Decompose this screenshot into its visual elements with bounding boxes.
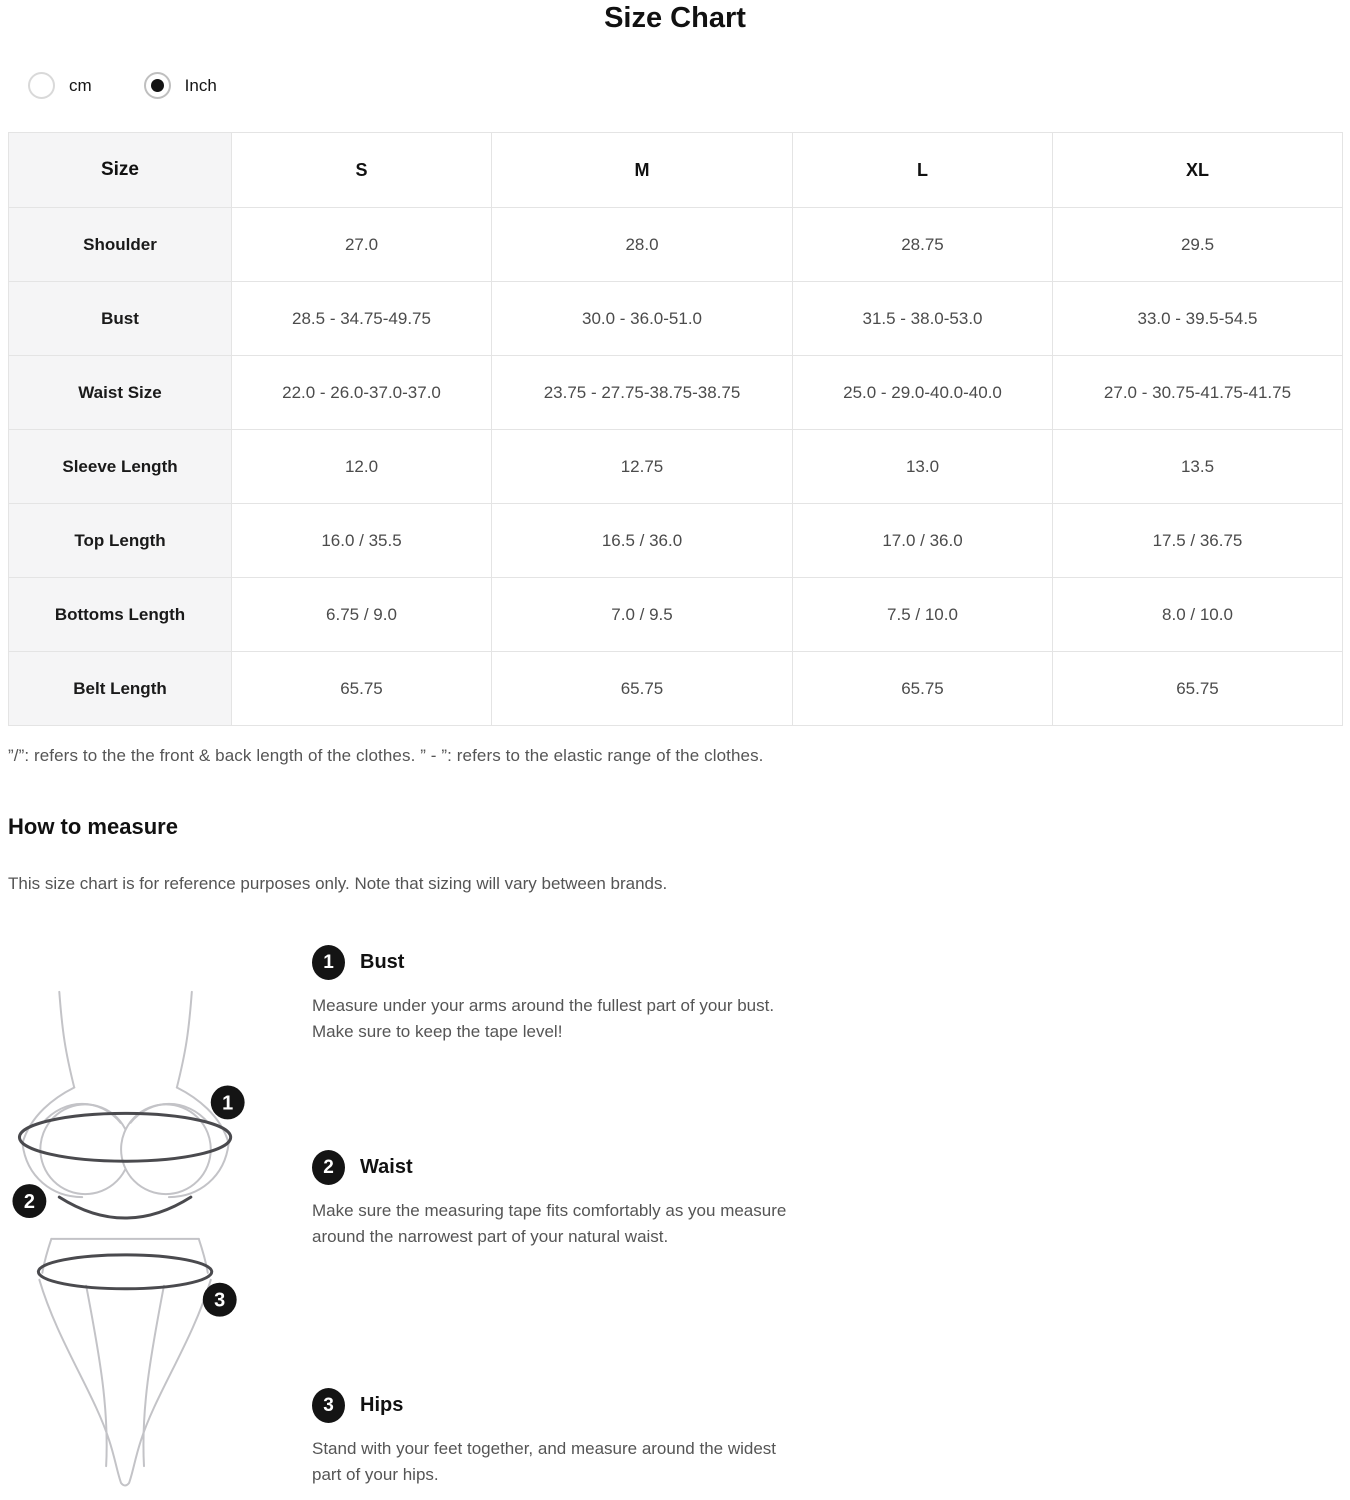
size-cell: 27.0 - 30.75-41.75-41.75: [1053, 356, 1343, 430]
size-table: [8, 132, 1343, 726]
measure-step-hips: [312, 1388, 812, 1489]
size-cell: 16.5 / 36.0: [492, 504, 793, 578]
waist-measuring-tape: [59, 1197, 191, 1218]
table-row-belt-length: [9, 652, 1343, 726]
step-header: [312, 1150, 812, 1185]
radio-inch-label: Inch: [184, 75, 217, 95]
size-cell: 12.75: [492, 430, 793, 504]
table-row-bottoms-length: [9, 578, 1343, 652]
size-cell: 30.0 - 36.0-51.0: [492, 282, 793, 356]
row-label: Bust: [9, 282, 232, 356]
radio-cm[interactable]: [28, 72, 92, 99]
size-cell: 65.75: [793, 652, 1053, 726]
size-cell: 28.0: [492, 208, 793, 282]
size-cell: 65.75: [492, 652, 793, 726]
column-header-m: M: [492, 133, 793, 208]
step-number-badge: 2: [312, 1150, 345, 1185]
step-title: Waist: [360, 1156, 413, 1178]
step-title: Bust: [360, 951, 405, 973]
size-table-container: [8, 132, 1342, 726]
column-header-xl: XL: [1053, 133, 1343, 208]
size-cell: 17.5 / 36.75: [1053, 504, 1343, 578]
hips-marker-number: 3: [214, 1289, 226, 1312]
step-number-badge: 3: [312, 1388, 345, 1423]
step-title: Hips: [360, 1394, 404, 1416]
row-label: Top Length: [9, 504, 232, 578]
table-row-sleeve-length: [9, 430, 1343, 504]
size-cell: 12.0: [232, 430, 492, 504]
size-cell: 23.75 - 27.75-38.75-38.75: [492, 356, 793, 430]
hips-measuring-tape: [38, 1255, 211, 1289]
size-cell: 13.0: [793, 430, 1053, 504]
step-header: [312, 1388, 812, 1423]
size-cell: 7.0 / 9.5: [492, 578, 793, 652]
size-cell: 33.0 - 39.5-54.5: [1053, 282, 1343, 356]
radio-cm-icon[interactable]: [28, 72, 55, 99]
bikini-bottom-outline: [39, 1239, 210, 1486]
radio-inch[interactable]: [144, 72, 217, 99]
row-label: Sleeve Length: [9, 430, 232, 504]
size-cell: 13.5: [1053, 430, 1343, 504]
size-cell: 28.5 - 34.75-49.75: [232, 282, 492, 356]
table-row-bust: [9, 282, 1343, 356]
size-cell: 65.75: [232, 652, 492, 726]
size-cell: 31.5 - 38.0-53.0: [793, 282, 1053, 356]
measure-step-bust: [312, 945, 812, 1046]
step-description: Make sure the measuring tape fits comfortably as you measure around the narrowest part of your natural waist.: [312, 1201, 787, 1247]
size-cell: 17.0 / 36.0: [793, 504, 1053, 578]
how-to-measure-intro: This size chart is for reference purposes only. Note that sizing will vary between brands.: [8, 874, 668, 893]
size-cell: 22.0 - 26.0-37.0-37.0: [232, 356, 492, 430]
row-label: Belt Length: [9, 652, 232, 726]
size-cell: 29.5: [1053, 208, 1343, 282]
column-header-l: L: [793, 133, 1053, 208]
body-measurement-illustration: [2, 940, 282, 1498]
column-header-s: S: [232, 133, 492, 208]
size-cell: 8.0 / 10.0: [1053, 578, 1343, 652]
waist-marker-number: 2: [23, 1191, 35, 1214]
step-description: Measure under your arms around the fullest part of your bust. Make sure to keep the tape level!: [312, 996, 775, 1042]
size-table-header-row: [9, 133, 1343, 208]
size-cell: 16.0 / 35.5: [232, 504, 492, 578]
table-row-shoulder: [9, 208, 1343, 282]
radio-cm-label: cm: [69, 75, 92, 95]
row-label: Shoulder: [9, 208, 232, 282]
step-header: [312, 945, 812, 980]
table-row-waist-size: [9, 356, 1343, 430]
measure-step-waist: [312, 1150, 812, 1251]
step-description: Stand with your feet together, and measure around the widest part of your hips.: [312, 1439, 777, 1485]
table-row-top-length: [9, 504, 1343, 578]
column-header-size: Size: [9, 133, 232, 208]
page-title: Size Chart: [604, 2, 746, 34]
radio-inch-icon[interactable]: [144, 72, 171, 99]
size-cell: 25.0 - 29.0-40.0-40.0: [793, 356, 1053, 430]
step-number-badge: 1: [312, 945, 345, 980]
size-cell: 6.75 / 9.0: [232, 578, 492, 652]
row-label: Bottoms Length: [9, 578, 232, 652]
table-footnote: ”/”: refers to the the front & back length of the clothes. ” - ”: refers to the elastic range of the clothes.: [8, 746, 764, 765]
row-label: Waist Size: [9, 356, 232, 430]
bust-marker-number: 1: [222, 1092, 234, 1115]
size-cell: 65.75: [1053, 652, 1343, 726]
unit-toggle-group: [28, 72, 217, 99]
how-to-measure-title: How to measure: [8, 814, 178, 839]
size-cell: 27.0: [232, 208, 492, 282]
size-cell: 28.75: [793, 208, 1053, 282]
size-cell: 7.5 / 10.0: [793, 578, 1053, 652]
